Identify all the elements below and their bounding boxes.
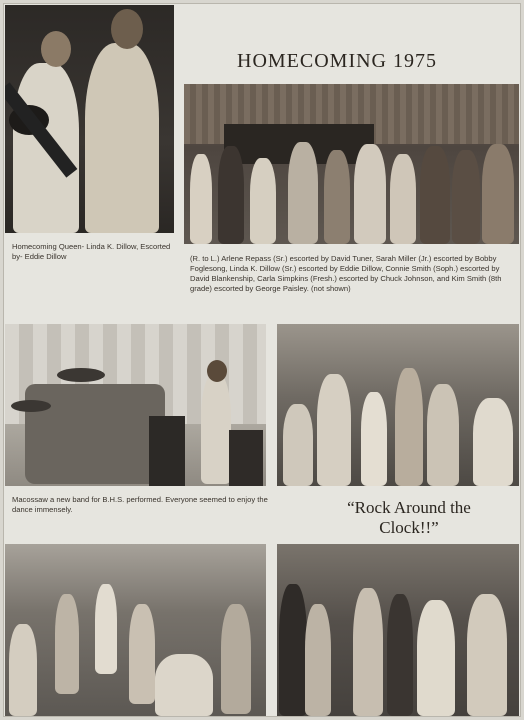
- queen-head: [41, 31, 71, 67]
- amplifier: [149, 416, 185, 486]
- rock-headline: [314, 498, 504, 538]
- dancer: [95, 584, 117, 674]
- dancer: [221, 604, 251, 714]
- dancer: [317, 374, 351, 486]
- queen-caption: Homecoming Queen- Linda K. Dillow, Escorted by- Eddie Dillow: [12, 242, 171, 261]
- guitarist-head: [207, 360, 227, 382]
- dancer: [353, 588, 383, 716]
- dance-photo-1: [277, 324, 519, 486]
- dance-photo-3: [277, 544, 519, 716]
- court-person: [390, 154, 416, 244]
- page-title: HOMECOMING 1975: [237, 50, 437, 72]
- court-person: [288, 142, 318, 244]
- dancer: [55, 594, 79, 694]
- court-person: [482, 144, 514, 244]
- court-person: [250, 158, 276, 244]
- court-person: [324, 150, 350, 244]
- queen-photo: [5, 5, 174, 233]
- drum-kit: [25, 384, 165, 484]
- court-person: [190, 154, 212, 244]
- guitarist: [201, 374, 231, 484]
- dancer: [473, 398, 513, 486]
- court-person: [420, 146, 450, 244]
- dancer: [387, 594, 413, 716]
- court-caption: (R. to L.) Arlene Repass (Sr.) escorted by David Tuner, Sarah Miller (Jr.) escorted by Bobby Foglesong, Linda K. Dillow (Sr.) escorted by Eddie Dillow, Connie Smith (Soph.) escorted by David Blankenship, Carla Simpkins (Fresh.) escorted by Chuck Johnson, and Kim Smith (8th grade) escorted by George Paisley. (not shown): [190, 254, 502, 293]
- dancer: [417, 600, 455, 716]
- escort-figure: [85, 43, 159, 233]
- band-caption: Macossaw a new band for B.H.S. performed. Everyone seemed to enjoy the dance immensely.: [12, 495, 268, 514]
- dancer: [9, 624, 37, 716]
- court-person: [452, 150, 480, 244]
- rock-headline-line2: Clock!!”: [379, 518, 439, 537]
- cymbal: [57, 368, 105, 382]
- dancer: [279, 584, 307, 716]
- dancer: [395, 368, 423, 486]
- court-photo: [184, 84, 519, 244]
- amplifier: [229, 430, 263, 486]
- dance-photo-2: [5, 544, 266, 716]
- band-photo: [5, 324, 266, 486]
- yearbook-page: [3, 3, 521, 717]
- dancer: [467, 594, 507, 716]
- dancer: [129, 604, 155, 704]
- rock-headline-line1: “Rock Around the: [347, 498, 471, 517]
- escort-head: [111, 9, 143, 49]
- dancer: [427, 384, 459, 486]
- dancer: [283, 404, 313, 486]
- dancer: [305, 604, 331, 716]
- court-person: [218, 146, 244, 244]
- dancer: [361, 392, 387, 486]
- dancer: [155, 654, 213, 716]
- court-person: [354, 144, 386, 244]
- cymbal: [11, 400, 51, 412]
